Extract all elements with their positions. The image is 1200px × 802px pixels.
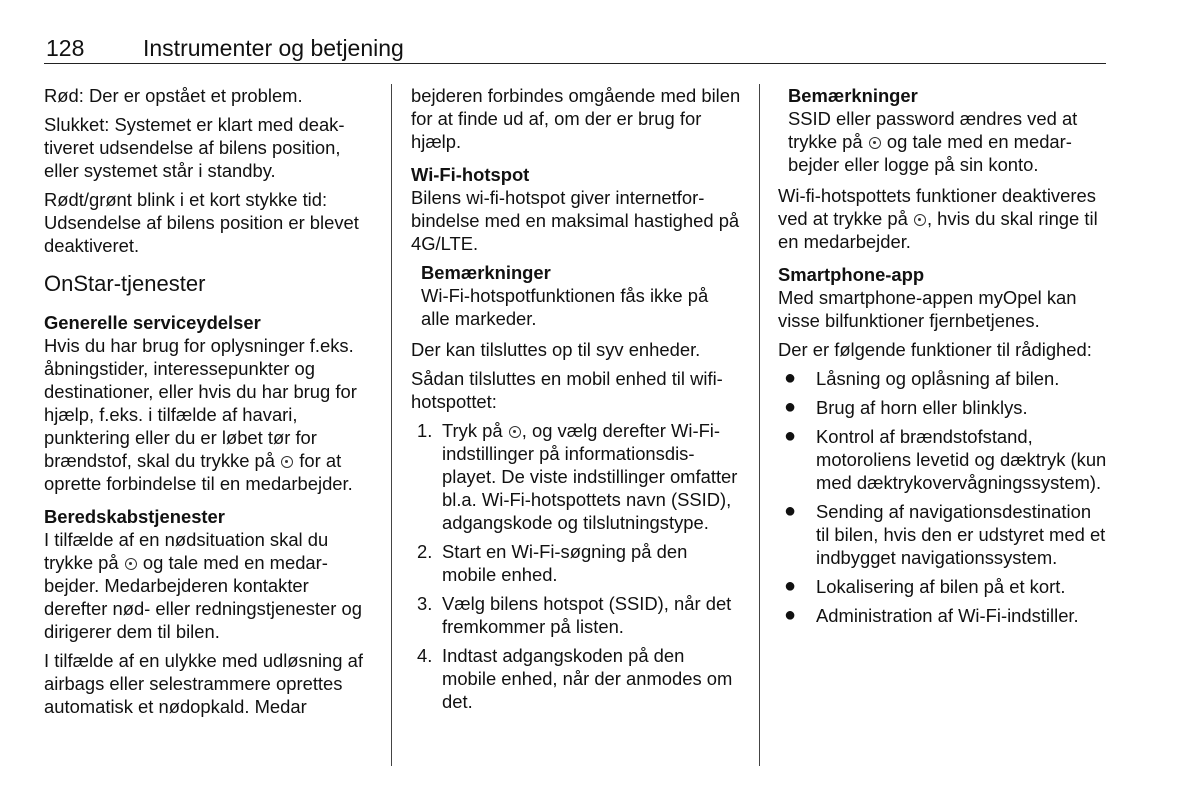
paragraph: I tilfælde af en ulykke med udløsning af airbags eller selestrammere oprettes automatisk et nødopkald. Medar: [44, 650, 363, 717]
bullet-icon: ●: [784, 425, 797, 447]
column-divider-2: [759, 84, 760, 766]
subheading-smartphone-app: Smartphone-app: [778, 264, 925, 285]
list-item: [411, 419, 741, 534]
paragraph: Rød: Der er opstået et problem.: [44, 85, 303, 106]
page-number: 128: [46, 35, 85, 61]
paragraph: [44, 528, 376, 643]
text: Administration af Wi-Fi-indstiller.: [816, 605, 1079, 626]
note-box: [788, 84, 1108, 176]
subheading-beredskab: Beredskabstjenester: [44, 506, 225, 527]
list-item: [778, 396, 1108, 419]
sos-button-icon: [125, 558, 137, 570]
step-number: 4.: [417, 645, 433, 666]
column-2: [411, 84, 741, 719]
onstar-button-icon: [281, 456, 293, 468]
list-item: [778, 367, 1108, 390]
subheading-wifi-hotspot: Wi-Fi-hotspot: [411, 164, 530, 185]
note-heading: Bemærkninger: [421, 262, 551, 283]
paragraph: Sådan tilsluttes en mobil enhed til wifi-hotspottet:: [411, 368, 723, 412]
column-1: [44, 84, 376, 724]
list-item: [778, 575, 1108, 598]
bullet-icon: ●: [784, 500, 797, 522]
list-item: [778, 604, 1108, 627]
note-text: Wi-Fi-hotspotfunktionen fås ikke på alle markeder.: [421, 285, 709, 329]
text: Brug af horn eller blinklys.: [816, 397, 1028, 418]
list-item: [778, 500, 1108, 569]
paragraph: Bilens wi-fi-hotspot giver internetforbindelse med en maksimal hastighed på 4G/LTE.: [411, 187, 740, 254]
step-number: 3.: [417, 593, 433, 614]
text: og tale med en medarbejder. Medarbejderen kontakter derefter nød- eller redningstjenester og dirigerer dem til bilen.: [44, 552, 362, 642]
paragraph: Med smartphone-appen myOpel kan visse bilfunktioner fjernbetjenes.: [778, 287, 1077, 331]
text: Hvis du har brug for oplysninger f.eks. åbningstider, interessepunkter og destinationer, eller hvis du har brug for hjælp, f.eks. i tilfælde af havari, punktering eller du er løbet tør for brændstof, skal du trykke på: [44, 335, 357, 471]
steps-list: [411, 419, 741, 713]
bullet-icon: ●: [784, 367, 797, 389]
column-3: [778, 84, 1108, 633]
bullet-icon: ●: [784, 604, 797, 626]
step-number: 1.: [417, 420, 433, 441]
bullet-icon: ●: [784, 575, 797, 597]
note-box: [421, 261, 741, 330]
note-text: [788, 107, 1108, 176]
text: Start en Wi-Fi-søgning på den mobile enhed.: [442, 541, 688, 585]
text: Tryk på: [442, 420, 503, 441]
section-heading-onstar: OnStar-tjenester: [44, 271, 206, 296]
paragraph: Slukket: Systemet er klart med deaktiveret udsendelse af bilens position, eller systemet står i standby.: [44, 114, 345, 181]
onstar-button-icon: [914, 214, 926, 226]
step-number: 2.: [417, 541, 433, 562]
subheading-generelle: Generelle serviceydelser: [44, 312, 261, 333]
paragraph: [778, 184, 1108, 253]
text: og tale med en medarbejder eller logge på sin konto.: [788, 131, 1072, 175]
text: Kontrol af brændstofstand, motoroliens levetid og dæktryk (kun med dæktrykovervågningssystem).: [816, 426, 1107, 493]
paragraph: Der er følgende funktioner til rådighed:: [778, 339, 1092, 360]
text: , hvis du skal ringe til en medarbejder.: [778, 208, 1098, 252]
text: Vælg bilens hotspot (SSID), når det fremkommer på listen.: [442, 593, 732, 637]
list-item: [411, 644, 741, 713]
paragraph: bejderen forbindes omgående med bilen for at finde ud af, om der er brug for hjælp.: [411, 85, 741, 152]
functions-list: [778, 367, 1108, 627]
text: SSID eller password ændres ved at trykke på: [788, 108, 1078, 152]
wifi-button-icon: [509, 426, 521, 438]
text: Sending af navigationsdestination til bilen, hvis den er udstyret med et indbygget navigationssystem.: [816, 501, 1106, 568]
page-title: Instrumenter og betjening: [143, 35, 404, 61]
list-item: [411, 592, 741, 638]
list-item: [778, 425, 1108, 494]
paragraph: [44, 334, 376, 495]
text: for at oprette forbindelse til en medarbejder.: [44, 450, 353, 494]
onstar-button-icon: [869, 137, 881, 149]
text: Indtast adgangskoden på den mobile enhed, når der anmodes om det.: [442, 645, 733, 712]
paragraph: Der kan tilsluttes op til syv enheder.: [411, 339, 701, 360]
text: Wi-fi-hotspottets funktioner deaktiveres ved at trykke på: [778, 185, 1096, 229]
list-item: [411, 540, 741, 586]
bullet-icon: ●: [784, 396, 797, 418]
text: Låsning og oplåsning af bilen.: [816, 368, 1060, 389]
text: , og vælg derefter Wi-Fi-indstillinger på informationsdisplayet. De viste indstillinger omfatter bl.a. Wi-Fi-hotspottets navn (SSID), adgangskode og tilslutningstype.: [442, 420, 738, 533]
text: Lokalisering af bilen på et kort.: [816, 576, 1066, 597]
paragraph: Rødt/grønt blink i et kort stykke tid: Udsendelse af bilens position er blevet deaktiveret.: [44, 189, 359, 256]
column-divider-1: [391, 84, 392, 766]
page-header: [44, 33, 1106, 64]
note-heading: Bemærkninger: [788, 85, 918, 106]
text: I tilfælde af en nødsituation skal du trykke på: [44, 529, 329, 573]
